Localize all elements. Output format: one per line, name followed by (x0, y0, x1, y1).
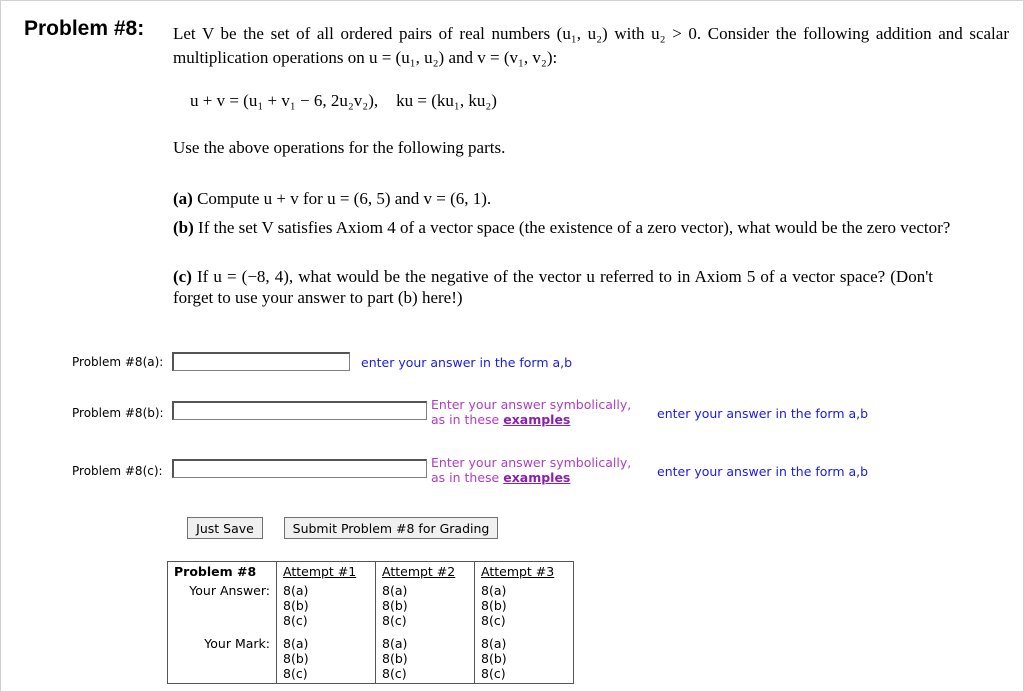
attempt-item: 8(b) (283, 598, 309, 613)
attempt-item: 8(a) (283, 636, 309, 651)
problem-heading: Problem #8: (24, 17, 145, 40)
attempt-3-answers (475, 581, 574, 630)
symbolic-help-c (431, 455, 631, 485)
attempt-item: 8(c) (283, 666, 308, 681)
answer-input-a[interactable] (172, 352, 350, 371)
submit-problem-button[interactable]: Submit Problem #8 for Grading (284, 517, 498, 539)
attempt-1-answers (277, 581, 376, 630)
symbolic-help-c-text: Enter your answer symbolically, (431, 455, 632, 470)
instructions: Use the above operations for the following parts. (173, 138, 506, 157)
part-b-text: If the set V satisfies Axiom 4 of a vector space (the existence of a zero vector), what would be the zero vector? (198, 218, 951, 237)
attempt-3-marks (475, 630, 574, 684)
attempt-3-link[interactable]: Attempt #3 (481, 564, 555, 579)
answer-hint-c: enter your answer in the form a,b (657, 464, 869, 479)
attempt-item: 8(c) (382, 613, 407, 628)
symbolic-help-b-prefix: as in these (431, 412, 500, 427)
just-save-button[interactable]: Just Save (187, 517, 263, 539)
attempt-item: 8(c) (481, 666, 506, 681)
examples-link-c[interactable]: examples (503, 470, 571, 485)
attempt-item: 8(a) (382, 636, 408, 651)
attempt-item: 8(c) (481, 613, 506, 628)
attempt-item: 8(a) (382, 583, 408, 598)
part-a-text: Compute u + v for u = (6, 5) and v = (6, 1). (197, 189, 492, 208)
attempt-item: 8(c) (283, 613, 308, 628)
symbolic-help-b (431, 397, 631, 427)
attempt-item: 8(a) (283, 583, 309, 598)
attempt-item: 8(b) (382, 598, 408, 613)
symbolic-help-b-text: Enter your answer symbolically, (431, 397, 632, 412)
attempt-item: 8(c) (382, 666, 407, 681)
scalar-formula: ku = (ku₁, ku₂) (396, 91, 497, 110)
part-c-label: (c) (173, 267, 192, 286)
answer-hint-b: enter your answer in the form a,b (657, 406, 869, 421)
part-a-label: (a) (173, 189, 193, 208)
attempt-2-answers (376, 581, 475, 630)
answer-input-b[interactable] (172, 401, 427, 420)
attempt-1-marks (277, 630, 376, 684)
addition-formula: u + v = (u₁ + v₁ − 6, 2u₂v₂), (190, 91, 379, 110)
attempts-header: Problem #8 (174, 564, 257, 579)
attempt-1-link[interactable]: Attempt #1 (283, 564, 357, 579)
attempt-item: 8(b) (283, 651, 309, 666)
part-b (173, 217, 1009, 238)
attempt-item: 8(a) (481, 636, 507, 651)
answer-label-b: Problem #8(b): (72, 406, 164, 420)
answer-label-a: Problem #8(a): (72, 355, 164, 369)
attempt-item: 8(a) (481, 583, 507, 598)
attempt-2-marks (376, 630, 475, 684)
your-answer-label: Your Answer: (189, 583, 270, 598)
part-c (173, 266, 933, 308)
operations-formula (190, 91, 497, 111)
answer-label-c: Problem #8(c): (72, 464, 163, 478)
your-mark-label: Your Mark: (204, 636, 270, 651)
attempts-table (167, 561, 574, 684)
part-c-text: If u = (−8, 4), what would be the negative of the vector u referred to in Axiom 5 of a vector space? (Don't forget to use your answer to part (b) here!) (173, 267, 933, 307)
problem-statement: Let V be the set of all ordered pairs of real numbers (u₁, u₂) with u₂ > 0. Consider the following addition and scalar multiplication operations on u = (u₁, u₂) and v = (v₁, v₂): (173, 24, 1009, 67)
attempt-2-link[interactable]: Attempt #2 (382, 564, 456, 579)
symbolic-help-c-prefix: as in these (431, 470, 500, 485)
attempt-item: 8(b) (481, 651, 507, 666)
examples-link-b[interactable]: examples (503, 412, 571, 427)
answer-hint-a: enter your answer in the form a,b (361, 355, 573, 370)
part-b-label: (b) (173, 218, 194, 237)
part-a (173, 188, 1009, 209)
attempt-item: 8(b) (382, 651, 408, 666)
attempt-item: 8(b) (481, 598, 507, 613)
answer-input-c[interactable] (172, 459, 427, 478)
